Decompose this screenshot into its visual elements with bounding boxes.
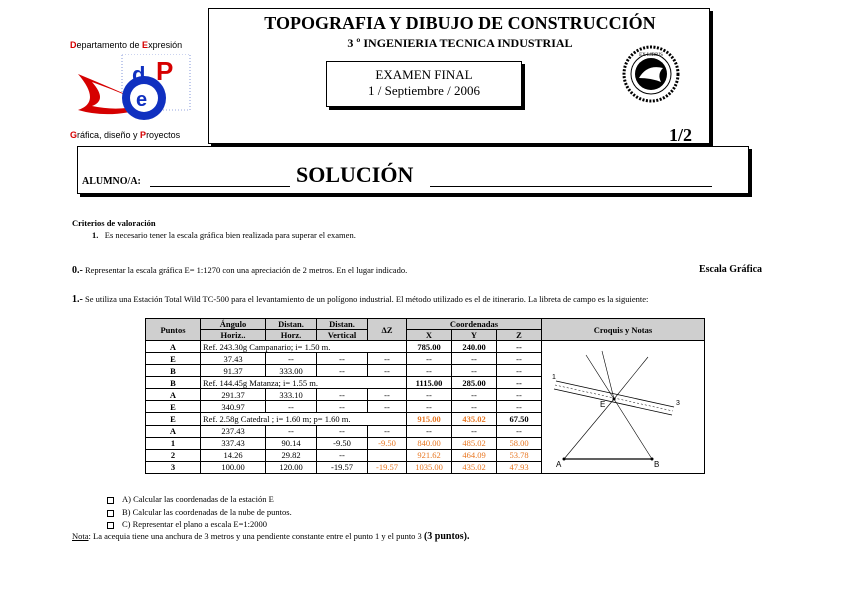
student-name-line xyxy=(150,186,290,187)
exam-date: 1 / Septiembre / 2006 xyxy=(368,83,480,98)
table-row: B 91.37 333.00 -- -- -- -- -- xyxy=(146,365,705,377)
svg-text:3: 3 xyxy=(676,400,680,407)
question-1: 1.- Se utiliza una Estación Total Wild TC-500 para el levantamiento de un polígono industrial. El método utilizado es el de itinerario. La libreta de campo es la siguiente: xyxy=(72,294,649,305)
col-angulo: Ángulo xyxy=(201,319,266,330)
svg-text:e: e xyxy=(136,89,148,111)
col-puntos: Puntos xyxy=(146,319,201,341)
student-label: ALUMNO/A: xyxy=(82,176,141,187)
logo-mark-icon xyxy=(72,54,192,126)
task-a: A) Calcular las coordenadas de la estación E xyxy=(107,494,274,504)
svg-text:P: P xyxy=(156,56,174,86)
col-sketch: Croquis y Notas xyxy=(542,319,705,341)
criteria-item: 1. Es necesario tener la escala gráfica bien realizada para superar el examen. xyxy=(92,230,356,240)
sketch-cell xyxy=(542,341,705,474)
col-distan-h: Distan. xyxy=(266,319,317,330)
checkbox-icon xyxy=(107,497,114,504)
svg-text:EX LIBRIS: EX LIBRIS xyxy=(639,53,663,58)
table-row: 3 100.00 120.00 -19.57 -19.57 1035.00 435.02 47.93 xyxy=(146,461,705,473)
svg-text:A: A xyxy=(556,460,562,469)
exam-title: EXAMEN FINAL xyxy=(375,67,473,82)
exam-info-box xyxy=(326,61,522,107)
note: Nota: La acequia tiene una anchura de 3 metros y una pendiente constante entre el punto 1 y el punto 3 (3 puntos). xyxy=(72,531,470,542)
student-box xyxy=(77,146,749,194)
col-dz: ΔZ xyxy=(368,319,407,341)
col-angulo-sub: Horiz.. xyxy=(201,330,266,341)
scale-label: Escala Gráfica xyxy=(699,264,763,275)
logo-line-bottom: Gráfica, diseño y Proyectos xyxy=(70,130,181,140)
course-title: TOPOGRAFIA Y DIBUJO DE CONSTRUCCIÓN xyxy=(264,13,656,33)
table-row: E Ref. 2.58g Catedral ; i= 1.60 m; p= 1.60 m. 915.00 435.02 67.50 xyxy=(146,413,705,425)
table-row: 1 337.43 90.14 -9.50 -9.50 840.00 485.02 58.00 xyxy=(146,437,705,449)
svg-text:E: E xyxy=(600,400,606,409)
task-c: C) Representar el plano a escala E=1:2000 xyxy=(107,519,267,529)
col-x: X xyxy=(407,330,452,341)
checkbox-icon xyxy=(107,522,114,529)
table-row: A 291.37 333.10 -- -- -- -- -- xyxy=(146,389,705,401)
criteria-title: Criterios de valoración xyxy=(72,218,156,228)
col-y: Y xyxy=(452,330,497,341)
table-row: A Ref. 243.30g Campanario; i= 1.50 m. 785.00 240.00 -- A B E 1 3 xyxy=(146,341,705,353)
col-distan-v: Distan. xyxy=(317,319,368,330)
col-z: Z xyxy=(497,330,542,341)
department-logo xyxy=(70,36,198,144)
table-row: 2 14.26 29.82 -- 921.62 464.09 53.78 xyxy=(146,449,705,461)
table-row: E 340.97 -- -- -- -- -- -- xyxy=(146,401,705,413)
student-name-line-2 xyxy=(430,186,712,187)
survey-sketch xyxy=(542,341,704,473)
table-row: A 237.43 -- -- -- -- -- -- xyxy=(146,425,705,437)
col-distan-v-sub: Vertical xyxy=(317,330,368,341)
table-row: B Ref. 144.45g Matanza; i= 1.55 m. 1115.00 285.00 -- xyxy=(146,377,705,389)
university-seal-icon xyxy=(621,44,681,104)
page-number: 1/2 xyxy=(669,125,693,145)
course-subtitle: 3 º INGENIERIA TECNICA INDUSTRIAL xyxy=(347,36,573,50)
checkbox-icon xyxy=(107,510,114,517)
svg-text:d: d xyxy=(132,62,146,87)
field-book-table xyxy=(145,318,705,474)
svg-text:B: B xyxy=(654,460,660,469)
col-distan-h-sub: Horz. xyxy=(266,330,317,341)
logo-line-top: Departamento de Expresión xyxy=(70,40,183,50)
question-0: 0.- Representar la escala gráfica E= 1:1270 con una apreciación de 2 metros. En el lugar indicado. xyxy=(72,265,408,276)
task-b: B) Calcular las coordenadas de la nube de puntos. xyxy=(107,507,292,517)
table-row: E 37.43 -- -- -- -- -- -- xyxy=(146,353,705,365)
svg-text:1: 1 xyxy=(552,374,556,381)
col-coords: Coordenadas xyxy=(407,319,542,330)
solution-title: SOLUCIÓN xyxy=(296,162,414,187)
exam-header xyxy=(208,8,710,144)
